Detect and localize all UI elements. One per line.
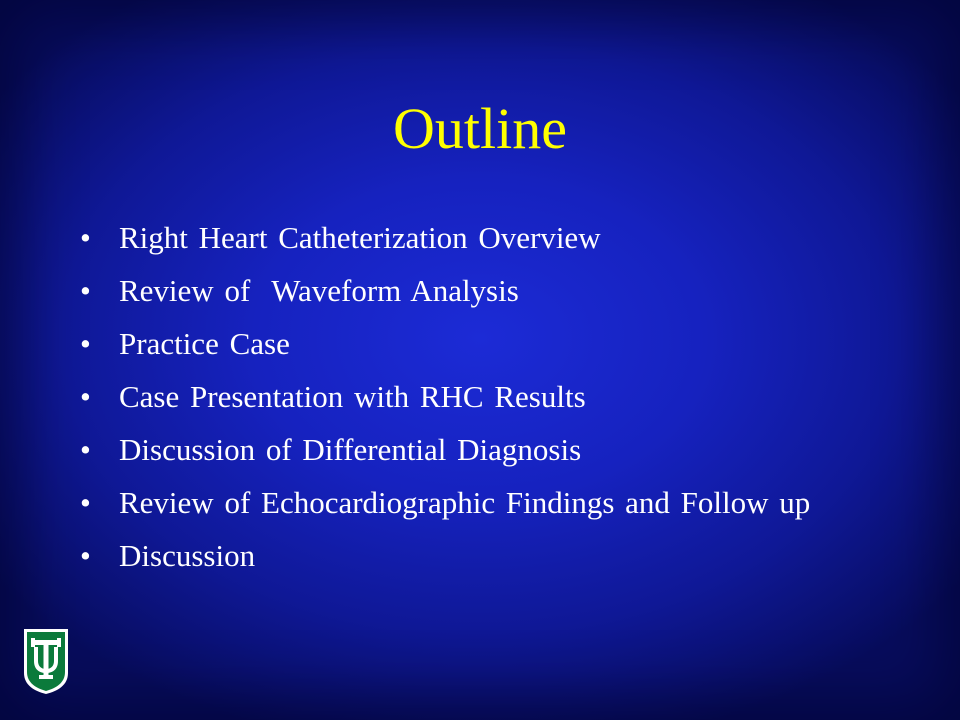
list-item-text: Review of Waveform Analysis [119,273,519,308]
list-item [80,537,900,575]
bullet-icon: • [80,326,91,361]
list-item-text: Case Presentation with RHC Results [119,379,586,414]
list-item [80,378,900,416]
bullet-icon: • [80,538,91,573]
bullet-icon: • [80,220,91,255]
list-item-text: Right Heart Catheterization Overview [119,220,601,255]
bullet-icon: • [80,379,91,414]
list-item-text: Discussion of Differential Diagnosis [119,432,582,467]
bullet-icon: • [80,485,91,520]
bullet-icon: • [80,273,91,308]
list-item [80,272,900,310]
list-item-text: Review of Echocardiographic Findings and Follow up [119,485,811,520]
list-item-text: Discussion [119,538,256,573]
tulane-shield-icon [22,627,70,695]
slide-title: Outline [393,96,567,161]
list-item [80,431,900,469]
outline-list [80,219,900,590]
bullet-icon: • [80,432,91,467]
list-item [80,484,819,522]
list-item [80,325,900,363]
list-item [80,219,900,257]
list-item-text: Practice Case [119,326,290,361]
